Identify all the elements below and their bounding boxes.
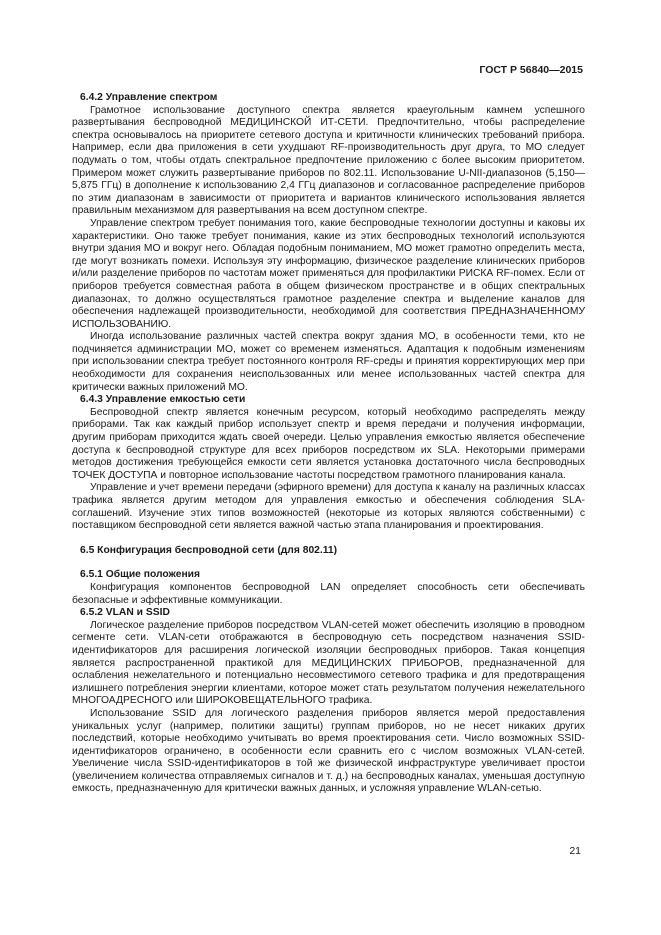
section-heading: 6.4.2 Управление спектром [80,92,218,103]
body-paragraph: Грамотное использование доступного спектра является краеугольным камнем успешного развертывания беспроводной МЕДИЦИНСКОЙ ИТ-СЕТИ. Предпочтительно, чтобы распределение спектра основывалось на приоритете сетевого доступа и критичности клинических требований прибора. Например, если два приложения в сети ухудшают RF-производительность друг друга, то МО следует подумать о том, чтобы отдать спектральное предпочтение приложению с более высоким приоритетом. Примером может служить развертывание приборов по 802.11. Использование U-NII-диапазонов (5,150—5,875 ГГц) в дополнение к использованию 2,4 ГГц диапазонов и согласованное распределение приборов по этим диапазонам в зависимости от приоритета и вариантов клинического использования является правильным механизмом для развертывания на всем доступном спектре. [72,104,585,217]
body-paragraph: Конфигурация компонентов беспроводной LAN определяет способность сети обеспечивать безопасные и эффективные коммуникации. [72,581,585,606]
document-body [72,92,585,796]
section-heading: 6.5 Конфигурация беспроводной сети (для 802.11) [80,544,338,556]
body-paragraph: Управление и учет времени передачи (эфирного времени) для доступа к каналу на различных классах трафика является другим методом для управления емкостью и обеспечения соблюдения SLA-соглашений. Изучение этих типов возможностей (некоторые из которых являются собственными) с поставщиком беспроводной сети является важной частью этапа планирования и проектирования. [72,482,585,532]
page-header-standard: ГОСТ Р 56840—2015 [479,64,583,76]
body-paragraph: Беспроводной спектр является конечным ресурсом, который необходимо распределять между приборами. Так как каждый прибор использует спектр и время передачи и получения информации, другим приборам приходится ждать своей очереди. Целью управления емкостью является обеспечение доступа к беспроводной структуре для всех приборов посредством их SLA. Некоторыми примерами методов достижения требующейся емкости сети является установка достаточного числа беспроводных ТОЧЕК ДОСТУПА и повторное использование частоты посредством грамотного планирования канала. [72,406,585,481]
body-paragraph: Управление спектром требует понимания того, какие беспроводные технологии доступны и каковы их характеристики. Оно также требует понимания, какие из этих беспроводных технологий используются внутри здания МО и вокруг него. Обладая подобным пониманием, МО может грамотно определить места, где могут возникать помехи. Используя эту информацию, физическое разделение клинических приборов и/или разделение приборов по частотам может применяться для профилактики РИСКА RF-помех. Если от приборов требуется совместная работа в общем физическом пространстве и в общих спектральных диапазонах, то должно осуществляться грамотное разделение спектра и выделение каналов для обеспечения надлежащей производительности, необходимой для соответствия ПРЕДНАЗНАЧЕННОМУ ИСПОЛЬЗОВАНИЮ. [72,217,585,330]
body-paragraph: Использование SSID для логического разделения приборов является мерой предоставления уникальных услуг (например, политики защиты) группам приборов, но не несет никаких других последствий, которые необходимо учитывать во время проектирования сети. Число возможных SSID-идентификаторов ограничено, в особенности если сравнить его с числом возможных VLAN-сетей. Увеличение числа SSID-идентификаторов в той же физической инфраструктуре увеличивает простои (увеличением количества отправляемых сигналов и т. д.) на беспроводных каналах, уменьшая доступную емкость, предназначенную для критически важных данных, и усложняя управление WLAN-сетью. [72,707,585,795]
section-heading: 6.4.3 Управление емкостью сети [80,394,246,406]
spacer [72,533,585,545]
section-heading: 6.5.1 Общие положения [80,569,200,581]
body-paragraph: Иногда использование различных частей спектра вокруг здания МО, в особенности теми, кто не подчиняется администрации МО, может со временем изменяться. Адаптация к подобным изменениям при использовании спектра требует постоянного контроля RF-среды и принятия корректирующих мер при необходимости для сохранения неиспользованных или менее использованных частей спектра для критически важных приложений МО. [72,331,585,393]
spacer [72,557,585,569]
section-heading: 6.5.2 VLAN и SSID [80,607,170,619]
body-paragraph: Логическое разделение приборов посредством VLAN-сетей может обеспечить изоляцию в проводном сегменте сети. VLAN-сети отображаются в беспроводную сеть посредством назначения SSID-идентификаторов для расширения логической изоляции беспроводных приборов. Такая концепция является распространенной практикой для МЕДИЦИНСКИХ ПРИБОРОВ, предназначенной для ослабления нежелательного и потенциально несовместимого сетевого трафика и для предотвращения излишнего потребления энергии клиентами, которое может стать результатом получения нежелательного МНОГОАДРЕСНОГО или ШИРОКОВЕЩАТЕЛЬНОГО трафика. [72,619,585,707]
page-number: 21 [569,845,581,857]
